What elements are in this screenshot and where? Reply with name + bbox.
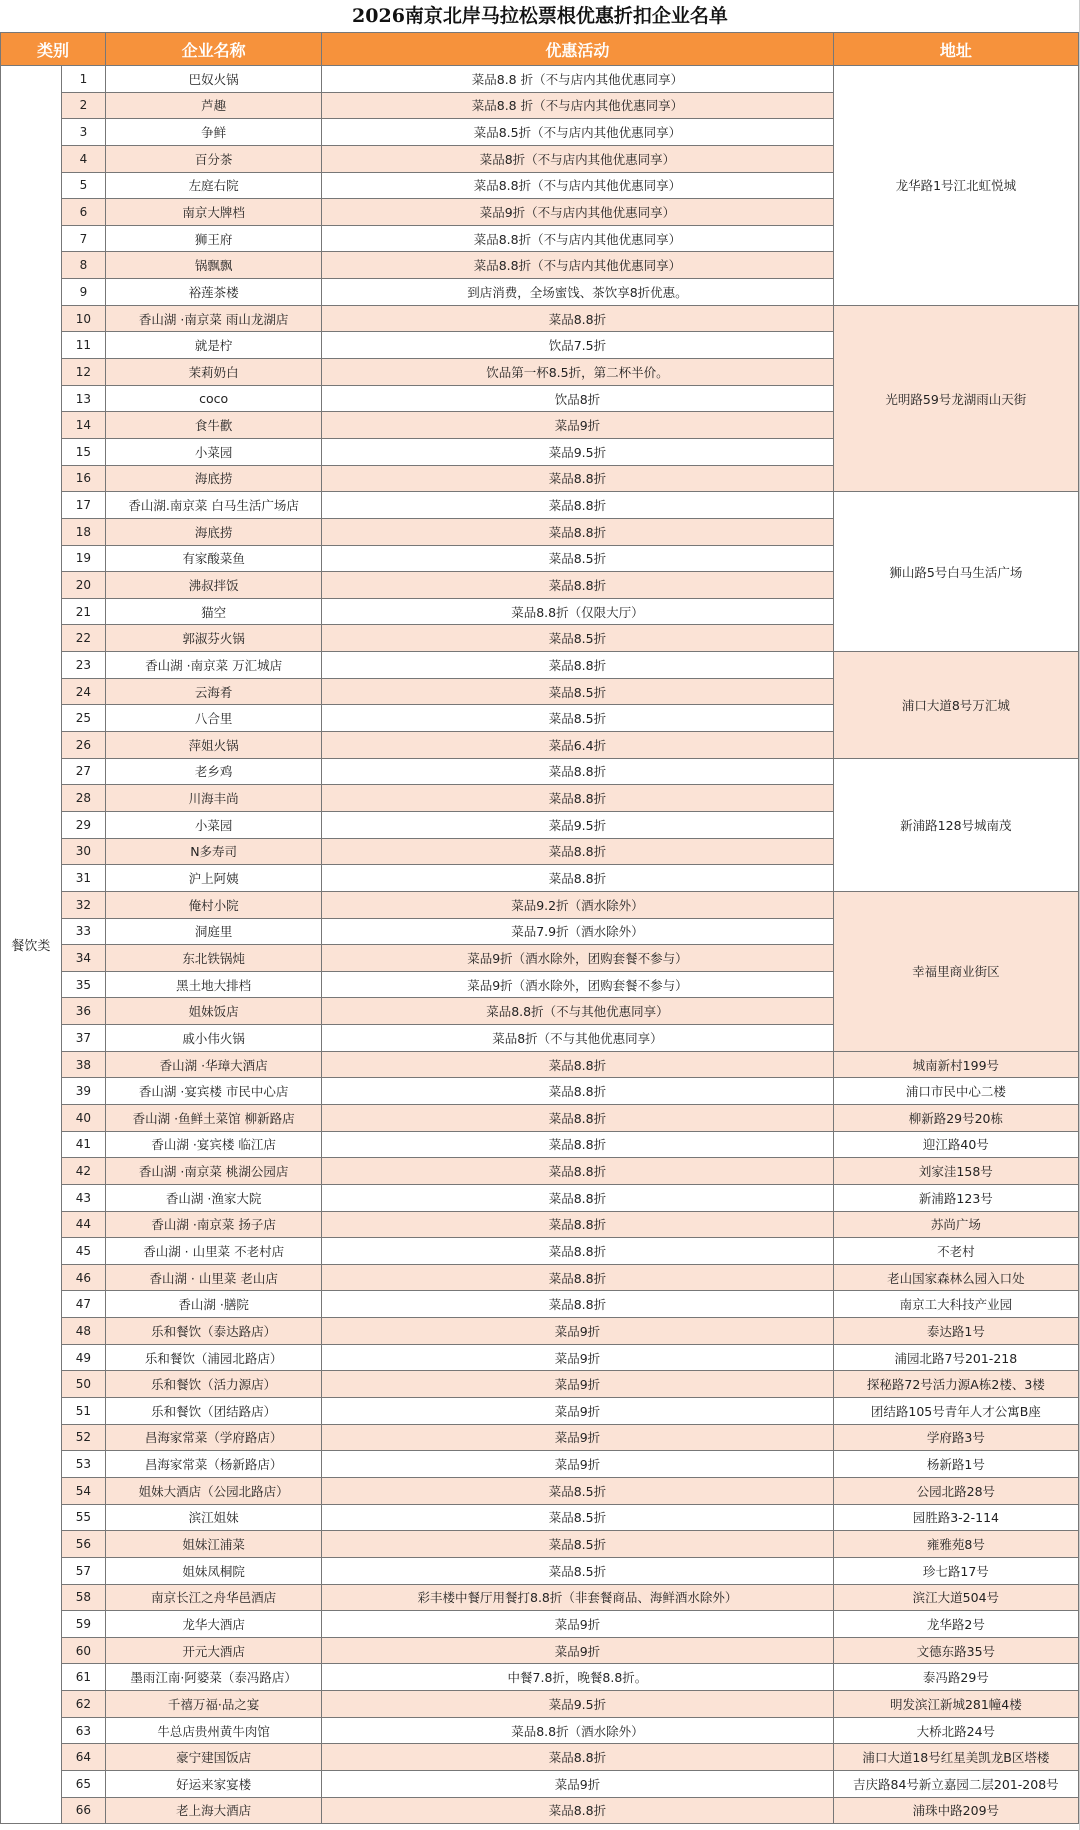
table-row	[1, 1637, 1079, 1664]
table-row	[1, 1477, 1079, 1504]
company-name: 南京大牌档	[106, 199, 322, 226]
row-number: 16	[61, 465, 105, 492]
company-name: 香山湖 ·南京菜 桃湖公园店	[106, 1158, 322, 1185]
address-cell: 泰达路1号	[833, 1318, 1078, 1345]
company-name: 老乡鸡	[106, 758, 322, 785]
address-cell: 浦口市民中心二楼	[833, 1078, 1078, 1105]
row-number: 35	[61, 971, 105, 998]
offer-text: 菜品9折	[322, 412, 834, 439]
company-name: 老上海大酒店	[106, 1797, 322, 1824]
company-name: 就是柠	[106, 332, 322, 359]
offer-text: 菜品8.8折	[322, 1184, 834, 1211]
offer-text: 菜品9折	[322, 1637, 834, 1664]
offer-text: 彩丰楼中餐厅用餐打8.8折（非套餐商品、海鲜酒水除外）	[322, 1584, 834, 1611]
table-row	[1, 1184, 1079, 1211]
offer-text: 菜品8.5折	[322, 678, 834, 705]
offer-text: 菜品8.8折	[322, 1131, 834, 1158]
address-cell: 老山国家森林么园入口处	[833, 1264, 1078, 1291]
row-number: 4	[61, 145, 105, 172]
offer-text: 菜品8.8折（不与店内其他优惠同享）	[322, 252, 834, 279]
company-name: 香山湖 ·宴宾楼 临江店	[106, 1131, 322, 1158]
address-cell: 苏尚广场	[833, 1211, 1078, 1238]
address-cell: 浦珠中路209号	[833, 1797, 1078, 1824]
company-name: 香山湖 ·膳院	[106, 1291, 322, 1318]
table-row	[1, 1424, 1079, 1451]
company-name: N多寿司	[106, 838, 322, 865]
table-row	[1, 1318, 1079, 1345]
row-number: 2	[61, 92, 105, 119]
offer-text: 菜品7.9折（酒水除外）	[322, 918, 834, 945]
address-cell: 团结路105号青年人才公寓B座	[833, 1398, 1078, 1425]
offer-text: 菜品8.8折	[322, 518, 834, 545]
company-name: 乐和餐饮（活力源店）	[106, 1371, 322, 1398]
row-number: 60	[61, 1637, 105, 1664]
company-name: 南京长江之舟华邑酒店	[106, 1584, 322, 1611]
table-row	[1, 1398, 1079, 1425]
offer-text: 菜品9.5折	[322, 811, 834, 838]
company-name: 东北铁锅炖	[106, 945, 322, 972]
row-number: 29	[61, 811, 105, 838]
offer-text: 到店消费，全场蜜饯、茶饮享8折优惠。	[322, 279, 834, 306]
company-name: 有家酸菜鱼	[106, 545, 322, 572]
offer-text: 菜品9.5折	[322, 438, 834, 465]
row-number: 37	[61, 1025, 105, 1052]
address-cell: 浦口大道18号红星美凯龙B区塔楼	[833, 1744, 1078, 1771]
company-name: 香山湖 · 山里菜 不老村店	[106, 1238, 322, 1265]
row-number: 63	[61, 1717, 105, 1744]
company-name: 香山湖 ·华璋大酒店	[106, 1051, 322, 1078]
row-number: 50	[61, 1371, 105, 1398]
company-name: 香山湖 ·渔家大院	[106, 1184, 322, 1211]
row-number: 64	[61, 1744, 105, 1771]
company-name: 姐妹大酒店（公园北路店）	[106, 1477, 322, 1504]
row-number: 26	[61, 732, 105, 759]
offer-text: 菜品8折（不与店内其他优惠同享）	[322, 145, 834, 172]
row-number: 19	[61, 545, 105, 572]
company-name: 裕莲茶楼	[106, 279, 322, 306]
company-name: 食牛歡	[106, 412, 322, 439]
table-row	[1, 1744, 1079, 1771]
row-number: 12	[61, 359, 105, 386]
row-number: 48	[61, 1318, 105, 1345]
address-cell: 刘家洼158号	[833, 1158, 1078, 1185]
row-number: 41	[61, 1131, 105, 1158]
header-company: 企业名称	[106, 33, 322, 66]
table-row	[1, 305, 1079, 332]
table-row	[1, 1771, 1079, 1798]
offer-text: 菜品8.8折	[322, 1264, 834, 1291]
address-group-cell: 龙华路1号江北虹悦城	[833, 66, 1078, 306]
offer-text: 菜品9折（酒水除外，团购套餐不参与）	[322, 971, 834, 998]
company-name: 龙华大酒店	[106, 1611, 322, 1638]
offer-text: 菜品8.5折（不与店内其他优惠同享）	[322, 119, 834, 146]
address-cell: 吉庆路84号新立嘉园二层201-208号	[833, 1771, 1078, 1798]
row-number: 23	[61, 652, 105, 679]
row-number: 55	[61, 1504, 105, 1531]
company-name: 海底捞	[106, 465, 322, 492]
company-name: 茉莉奶白	[106, 359, 322, 386]
company-name: 俺村小院	[106, 891, 322, 918]
row-number: 54	[61, 1477, 105, 1504]
company-name: 萍姐火锅	[106, 732, 322, 759]
company-name: 乐和餐饮（团结路店）	[106, 1398, 322, 1425]
offer-text: 菜品8.5折	[322, 1531, 834, 1558]
row-number: 1	[61, 66, 105, 93]
category-cell: 餐饮类	[1, 66, 62, 1824]
table-row	[1, 1717, 1079, 1744]
table-row	[1, 1264, 1079, 1291]
row-number: 15	[61, 438, 105, 465]
table-row	[1, 1131, 1079, 1158]
offer-text: 菜品9折	[322, 1344, 834, 1371]
address-cell: 柳新路29号20栋	[833, 1104, 1078, 1131]
offer-text: 菜品8.8折（仅限大厅）	[322, 598, 834, 625]
address-group-cell: 新浦路128号城南茂	[833, 758, 1078, 891]
header-category: 类别	[1, 33, 106, 66]
company-name: 左庭右院	[106, 172, 322, 199]
row-number: 59	[61, 1611, 105, 1638]
offer-text: 菜品9折	[322, 1424, 834, 1451]
table-row	[1, 1211, 1079, 1238]
row-number: 30	[61, 838, 105, 865]
table-row	[1, 1238, 1079, 1265]
company-name: 昌海家常菜（杨新路店）	[106, 1451, 322, 1478]
row-number: 7	[61, 225, 105, 252]
table-row	[1, 1371, 1079, 1398]
row-number: 52	[61, 1424, 105, 1451]
offer-text: 菜品8.5折	[322, 545, 834, 572]
discount-table	[0, 32, 1079, 1824]
company-name: 千禧万福·品之宴	[106, 1691, 322, 1718]
offer-text: 菜品9折	[322, 1371, 834, 1398]
offer-text: 菜品8.5折	[322, 705, 834, 732]
table-row	[1, 1504, 1079, 1531]
row-number: 34	[61, 945, 105, 972]
table-row	[1, 1158, 1079, 1185]
company-name: 昌海家常菜（学府路店）	[106, 1424, 322, 1451]
offer-text: 菜品8.8折	[322, 785, 834, 812]
company-name: 墨雨江南·阿婆菜（泰冯路店）	[106, 1664, 322, 1691]
row-number: 62	[61, 1691, 105, 1718]
offer-text: 饮品第一杯8.5折，第二杯半价。	[322, 359, 834, 386]
company-name: 小菜园	[106, 811, 322, 838]
company-name: 争鲜	[106, 119, 322, 146]
row-number: 22	[61, 625, 105, 652]
row-number: 44	[61, 1211, 105, 1238]
offer-text: 菜品8.8折（不与店内其他优惠同享）	[322, 172, 834, 199]
address-group-cell: 狮山路5号白马生活广场	[833, 492, 1078, 652]
row-number: 11	[61, 332, 105, 359]
row-number: 9	[61, 279, 105, 306]
table-row	[1, 1104, 1079, 1131]
offer-text: 饮品7.5折	[322, 332, 834, 359]
row-number: 18	[61, 518, 105, 545]
table-row	[1, 1691, 1079, 1718]
address-cell: 珍七路17号	[833, 1557, 1078, 1584]
company-name: 滨江姐妹	[106, 1504, 322, 1531]
row-number: 40	[61, 1104, 105, 1131]
row-number: 46	[61, 1264, 105, 1291]
table-row	[1, 492, 1079, 519]
offer-text: 菜品8.8折	[322, 305, 834, 332]
company-name: 洞庭里	[106, 918, 322, 945]
row-number: 36	[61, 998, 105, 1025]
row-number: 25	[61, 705, 105, 732]
company-name: 香山湖.南京菜 白马生活广场店	[106, 492, 322, 519]
offer-text: 菜品8.5折	[322, 1557, 834, 1584]
address-cell: 学府路3号	[833, 1424, 1078, 1451]
row-number: 61	[61, 1664, 105, 1691]
row-number: 53	[61, 1451, 105, 1478]
row-number: 10	[61, 305, 105, 332]
row-number: 27	[61, 758, 105, 785]
offer-text: 菜品9.5折	[322, 1691, 834, 1718]
company-name: 沪上阿姨	[106, 865, 322, 892]
company-name: coco	[106, 385, 322, 412]
address-group-cell: 幸福里商业街区	[833, 891, 1078, 1051]
company-name: 芦趣	[106, 92, 322, 119]
row-number: 8	[61, 252, 105, 279]
row-number: 33	[61, 918, 105, 945]
row-number: 32	[61, 891, 105, 918]
offer-text: 菜品8.8折	[322, 1291, 834, 1318]
company-name: 戚小伟火锅	[106, 1025, 322, 1052]
offer-text: 菜品9折（酒水除外，团购套餐不参与）	[322, 945, 834, 972]
row-number: 21	[61, 598, 105, 625]
company-name: 香山湖 ·鱼鲜土菜馆 柳新路店	[106, 1104, 322, 1131]
table-row	[1, 1051, 1079, 1078]
company-name: 黑土地大排档	[106, 971, 322, 998]
offer-text: 菜品8.8折	[322, 865, 834, 892]
row-number: 31	[61, 865, 105, 892]
address-cell: 浦园北路7号201-218	[833, 1344, 1078, 1371]
company-name: 姐妹凤桐院	[106, 1557, 322, 1584]
offer-text: 菜品8.8折	[322, 1744, 834, 1771]
row-number: 65	[61, 1771, 105, 1798]
company-name: 牛总店贵州黄牛肉馆	[106, 1717, 322, 1744]
table-row	[1, 652, 1079, 679]
row-number: 17	[61, 492, 105, 519]
offer-text: 菜品8.8折	[322, 1104, 834, 1131]
company-name: 海底捞	[106, 518, 322, 545]
row-number: 57	[61, 1557, 105, 1584]
table-row	[1, 891, 1079, 918]
address-cell: 公园北路28号	[833, 1477, 1078, 1504]
table-row	[1, 1664, 1079, 1691]
address-cell: 滨江大道504号	[833, 1584, 1078, 1611]
table-row	[1, 1344, 1079, 1371]
offer-text: 菜品8.8折	[322, 838, 834, 865]
offer-text: 菜品8.8折（不与店内其他优惠同享）	[322, 225, 834, 252]
address-cell: 明发滨江新城281幢4楼	[833, 1691, 1078, 1718]
offer-text: 菜品9.2折（酒水除外）	[322, 891, 834, 918]
header-row	[1, 33, 1079, 66]
row-number: 20	[61, 572, 105, 599]
offer-text: 菜品6.4折	[322, 732, 834, 759]
company-name: 香山湖 ·南京菜 扬子店	[106, 1211, 322, 1238]
company-name: 云海肴	[106, 678, 322, 705]
company-name: 香山湖 · 山里菜 老山店	[106, 1264, 322, 1291]
address-cell: 迎江路40号	[833, 1131, 1078, 1158]
offer-text: 菜品8.8折	[322, 652, 834, 679]
company-name: 香山湖 ·宴宾楼 市民中心店	[106, 1078, 322, 1105]
offer-text: 菜品8.8折	[322, 1797, 834, 1824]
company-name: 姐妹江浦菜	[106, 1531, 322, 1558]
company-name: 巴奴火锅	[106, 66, 322, 93]
table-row	[1, 1584, 1079, 1611]
address-cell: 大桥北路24号	[833, 1717, 1078, 1744]
address-cell: 杨新路1号	[833, 1451, 1078, 1478]
offer-text: 菜品9折	[322, 1318, 834, 1345]
table-row	[1, 1078, 1079, 1105]
address-cell: 南京工大科技产业园	[833, 1291, 1078, 1318]
company-name: 锅飘飘	[106, 252, 322, 279]
row-number: 51	[61, 1398, 105, 1425]
address-cell: 探秘路72号活力源A栋2楼、3楼	[833, 1371, 1078, 1398]
row-number: 5	[61, 172, 105, 199]
row-number: 3	[61, 119, 105, 146]
company-name: 姐妹饭店	[106, 998, 322, 1025]
address-cell: 不老村	[833, 1238, 1078, 1265]
offer-text: 菜品9折	[322, 1771, 834, 1798]
address-cell: 新浦路123号	[833, 1184, 1078, 1211]
offer-text: 菜品8.8折	[322, 1238, 834, 1265]
company-name: 香山湖 ·南京菜 万汇城店	[106, 652, 322, 679]
address-cell: 园胜路3-2-114	[833, 1504, 1078, 1531]
table-row	[1, 1557, 1079, 1584]
address-cell: 雍雅苑8号	[833, 1531, 1078, 1558]
table-row	[1, 1611, 1079, 1638]
table-row	[1, 1291, 1079, 1318]
offer-text: 菜品9折（不与店内其他优惠同享）	[322, 199, 834, 226]
offer-text: 中餐7.8折，晚餐8.8折。	[322, 1664, 834, 1691]
address-cell: 城南新村199号	[833, 1051, 1078, 1078]
row-number: 45	[61, 1238, 105, 1265]
offer-text: 菜品8.8折	[322, 465, 834, 492]
row-number: 58	[61, 1584, 105, 1611]
offer-text: 菜品8.5折	[322, 1504, 834, 1531]
offer-text: 饮品8折	[322, 385, 834, 412]
company-name: 乐和餐饮（泰达路店）	[106, 1318, 322, 1345]
header-address: 地址	[833, 33, 1078, 66]
offer-text: 菜品8.5折	[322, 625, 834, 652]
table-row	[1, 1797, 1079, 1824]
offer-text: 菜品8.8折	[322, 492, 834, 519]
company-name: 好运来家宴楼	[106, 1771, 322, 1798]
address-cell: 文德东路35号	[833, 1637, 1078, 1664]
row-number: 24	[61, 678, 105, 705]
table-row	[1, 66, 1079, 93]
company-name: 川海丰尚	[106, 785, 322, 812]
table-row	[1, 1531, 1079, 1558]
offer-text: 菜品8.8折（酒水除外）	[322, 1717, 834, 1744]
company-name: 豪宁建国饭店	[106, 1744, 322, 1771]
offer-text: 菜品9折	[322, 1451, 834, 1478]
offer-text: 菜品8.8折	[322, 1078, 834, 1105]
company-name: 八合里	[106, 705, 322, 732]
row-number: 56	[61, 1531, 105, 1558]
table-row	[1, 1451, 1079, 1478]
row-number: 14	[61, 412, 105, 439]
address-group-cell: 光明路59号龙湖雨山天街	[833, 305, 1078, 491]
company-name: 百分茶	[106, 145, 322, 172]
company-name: 猫空	[106, 598, 322, 625]
offer-text: 菜品8.8折	[322, 1158, 834, 1185]
offer-text: 菜品8.8折（不与其他优惠同享）	[322, 998, 834, 1025]
row-number: 43	[61, 1184, 105, 1211]
address-group-cell: 浦口大道8号万汇城	[833, 652, 1078, 759]
address-cell: 泰冯路29号	[833, 1664, 1078, 1691]
row-number: 47	[61, 1291, 105, 1318]
address-cell: 龙华路2号	[833, 1611, 1078, 1638]
offer-text: 菜品9折	[322, 1611, 834, 1638]
row-number: 49	[61, 1344, 105, 1371]
offer-text: 菜品8.5折	[322, 1477, 834, 1504]
page-title: 2026南京北岸马拉松票根优惠折扣企业名单	[352, 5, 728, 27]
row-number: 6	[61, 199, 105, 226]
row-number: 42	[61, 1158, 105, 1185]
offer-text: 菜品8.8折	[322, 1051, 834, 1078]
company-name: 狮王府	[106, 225, 322, 252]
offer-text: 菜品8.8 折（不与店内其他优惠同享）	[322, 66, 834, 93]
offer-text: 菜品8折（不与其他优惠同享）	[322, 1025, 834, 1052]
table-row	[1, 758, 1079, 785]
row-number: 38	[61, 1051, 105, 1078]
company-name: 小菜园	[106, 438, 322, 465]
company-name: 乐和餐饮（浦园北路店）	[106, 1344, 322, 1371]
company-name: 郭淑芬火锅	[106, 625, 322, 652]
row-number: 13	[61, 385, 105, 412]
row-number: 39	[61, 1078, 105, 1105]
company-name: 沸叔拌饭	[106, 572, 322, 599]
offer-text: 菜品8.8折	[322, 758, 834, 785]
company-name: 开元大酒店	[106, 1637, 322, 1664]
offer-text: 菜品8.8折	[322, 572, 834, 599]
row-number: 66	[61, 1797, 105, 1824]
row-number: 28	[61, 785, 105, 812]
offer-text: 菜品8.8折	[322, 1211, 834, 1238]
offer-text: 菜品9折	[322, 1398, 834, 1425]
header-offer: 优惠活动	[322, 33, 834, 66]
offer-text: 菜品8.8 折（不与店内其他优惠同享）	[322, 92, 834, 119]
company-name: 香山湖 ·南京菜 雨山龙湖店	[106, 305, 322, 332]
